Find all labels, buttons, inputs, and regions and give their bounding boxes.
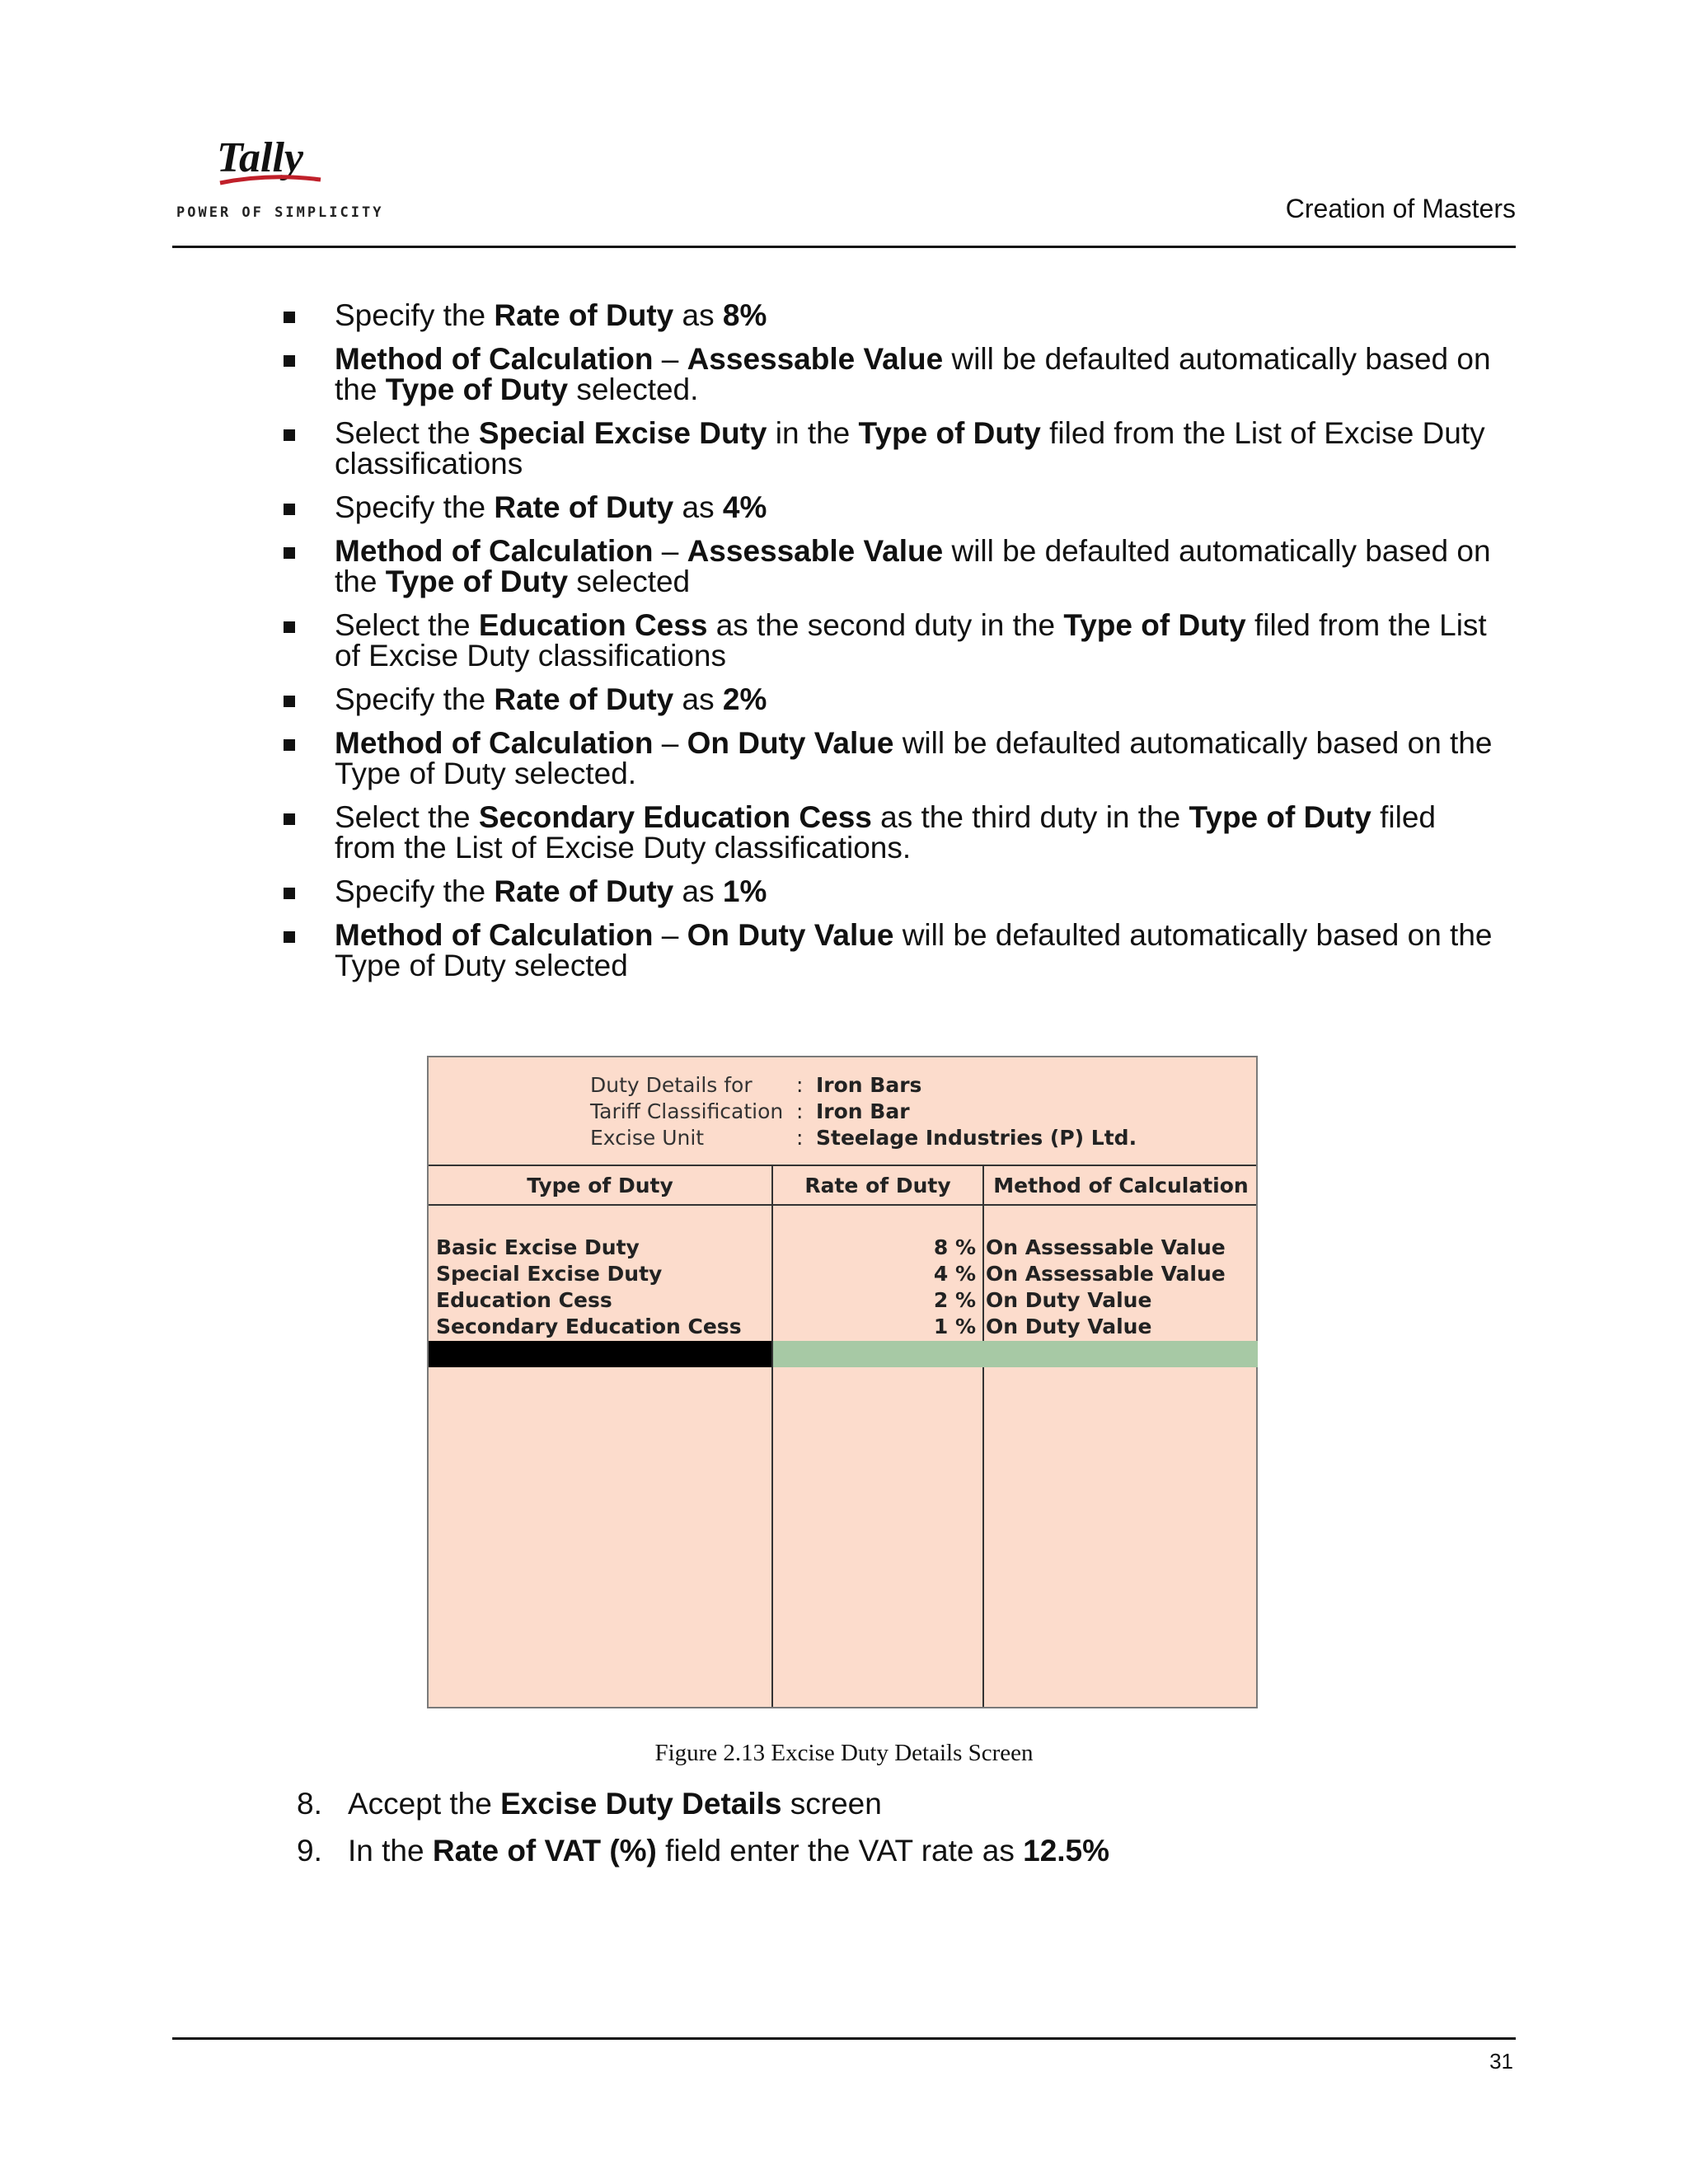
bold-text: Method of Calculation xyxy=(335,918,654,952)
text: as xyxy=(673,682,723,716)
step-item xyxy=(297,1788,1109,1819)
text: as xyxy=(673,874,723,908)
footer-divider xyxy=(172,2037,1516,2040)
type-of-duty-input-cursor[interactable] xyxy=(429,1341,771,1367)
text: will be defaulted automatically based on the xyxy=(335,342,1491,406)
duty-method-cell: On Duty Value xyxy=(986,1288,1152,1312)
duty-method-cell: On Duty Value xyxy=(986,1315,1152,1338)
info-row xyxy=(590,1125,1137,1151)
info-label: Tariff Classification xyxy=(590,1099,784,1123)
figure-caption: Figure 2.13 Excise Duty Details Screen xyxy=(654,1740,1034,1766)
bold-text: Method of Calculation xyxy=(335,342,654,376)
bold-text: 4% xyxy=(722,490,767,524)
divider xyxy=(429,1165,1256,1166)
duty-rate-cell: 8 % xyxy=(933,1235,976,1259)
bullet-item xyxy=(277,876,1497,907)
bold-text: On Duty Value xyxy=(687,726,894,760)
bold-text: Rate of Duty xyxy=(494,298,674,332)
text: Select the xyxy=(335,608,479,642)
bullet-item xyxy=(277,300,1497,330)
duty-details-info xyxy=(590,1072,1137,1151)
bold-text: 12.5% xyxy=(1023,1834,1110,1868)
text: as xyxy=(673,490,723,524)
bold-text: Assessable Value xyxy=(687,534,944,568)
duty-rate-cell: 4 % xyxy=(933,1262,976,1286)
text: will be defaulted automatically based on the Type of Duty selected. xyxy=(335,726,1493,790)
colon-separator: : xyxy=(796,1099,804,1123)
duty-row[interactable] xyxy=(429,1315,1256,1341)
text: – xyxy=(653,726,687,760)
bold-text: Rate of VAT (%) xyxy=(432,1834,657,1868)
duty-method-cell: On Assessable Value xyxy=(986,1235,1226,1259)
info-label: Duty Details for xyxy=(590,1073,753,1097)
text: as the second duty in the xyxy=(707,608,1064,642)
text: in the xyxy=(767,416,859,450)
text: Select the xyxy=(335,416,479,450)
bold-text: Type of Duty xyxy=(858,416,1041,450)
numbered-steps xyxy=(297,1788,1109,1882)
text: will be defaulted automatically based on the xyxy=(335,534,1491,598)
bold-text: Type of Duty xyxy=(385,565,569,598)
step-number: 9. xyxy=(297,1834,322,1868)
duty-type-cell: Secondary Education Cess xyxy=(436,1315,742,1338)
info-label: Excise Unit xyxy=(590,1126,705,1150)
duty-method-cell: On Assessable Value xyxy=(986,1262,1226,1286)
step-number: 8. xyxy=(297,1787,322,1821)
page-header xyxy=(172,132,1516,248)
bold-text: Type of Duty xyxy=(385,373,569,406)
bullet-item xyxy=(277,418,1497,479)
logo-tagline: POWER OF SIMPLICITY xyxy=(176,204,384,221)
bold-text: Rate of Duty xyxy=(494,490,674,524)
text: filed from the List of Excise Duty classifications. xyxy=(335,800,1436,865)
bold-text: Method of Calculation xyxy=(335,534,654,568)
text: selected xyxy=(568,565,691,598)
text: filed from the List of Excise Duty classifications xyxy=(335,608,1487,673)
bold-text: Type of Duty xyxy=(1189,800,1372,834)
instruction-list xyxy=(277,300,1497,994)
text: Select the xyxy=(335,800,479,834)
bold-text: 1% xyxy=(722,874,767,908)
bullet-item xyxy=(277,492,1497,523)
bold-text: Education Cess xyxy=(478,608,708,642)
bullet-item xyxy=(277,684,1497,715)
page-number: 31 xyxy=(1489,2049,1513,2074)
duty-row[interactable] xyxy=(429,1288,1256,1315)
text: – xyxy=(653,534,687,568)
duty-rate-cell: 2 % xyxy=(933,1288,976,1312)
text: Specify the xyxy=(335,874,495,908)
text: – xyxy=(653,342,687,376)
column-header-rate: Rate of Duty xyxy=(804,1174,951,1197)
duty-rate-cell: 1 % xyxy=(933,1315,976,1338)
logo-text: Tally xyxy=(217,134,303,181)
bold-text: Type of Duty xyxy=(1063,608,1246,642)
info-row xyxy=(590,1072,1137,1099)
tally-logo-mark xyxy=(212,132,327,198)
section-title: Creation of Masters xyxy=(1285,194,1516,223)
text: – xyxy=(653,918,687,952)
bold-text: Rate of Duty xyxy=(494,682,674,716)
text: Specify the xyxy=(335,682,495,716)
duty-row[interactable] xyxy=(429,1235,1256,1262)
bullet-item xyxy=(277,344,1497,405)
step-item xyxy=(297,1835,1109,1866)
bold-text: Excise Duty Details xyxy=(500,1787,782,1821)
bold-text: Assessable Value xyxy=(687,342,944,376)
duty-type-cell: Education Cess xyxy=(436,1288,612,1312)
tally-logo xyxy=(172,132,387,231)
duty-type-cell: Basic Excise Duty xyxy=(436,1235,640,1259)
text: Specify the xyxy=(335,298,495,332)
bullet-item xyxy=(277,920,1497,981)
info-value: Steelage Industries (P) Ltd. xyxy=(816,1126,1137,1150)
text: will be defaulted automatically based on the Type of Duty selected xyxy=(335,918,1493,982)
bullet-item xyxy=(277,536,1497,597)
text: In the xyxy=(348,1834,433,1868)
text: as xyxy=(673,298,723,332)
excise-duty-details-screen xyxy=(427,1056,1258,1708)
text: filed from the List of Excise Duty classifications xyxy=(335,416,1485,480)
colon-separator: : xyxy=(796,1073,804,1097)
bullet-item xyxy=(277,728,1497,789)
bold-text: Method of Calculation xyxy=(335,726,654,760)
text: Accept the xyxy=(348,1787,501,1821)
info-value: Iron Bars xyxy=(816,1073,922,1097)
bold-text: 8% xyxy=(722,298,767,332)
bold-text: Secondary Education Cess xyxy=(478,800,872,834)
text: Specify the xyxy=(335,490,495,524)
text: field enter the VAT rate as xyxy=(656,1834,1024,1868)
text: as the third duty in the xyxy=(871,800,1189,834)
duty-type-cell: Special Excise Duty xyxy=(436,1262,663,1286)
text: screen xyxy=(781,1787,882,1821)
bullet-item xyxy=(277,610,1497,671)
bold-text: Rate of Duty xyxy=(494,874,674,908)
info-row xyxy=(590,1099,1137,1125)
column-header-type: Type of Duty xyxy=(527,1174,673,1197)
bullet-item xyxy=(277,802,1497,863)
bold-text: On Duty Value xyxy=(687,918,894,952)
new-duty-row-highlight[interactable] xyxy=(773,1341,1258,1367)
info-value: Iron Bar xyxy=(816,1099,910,1123)
colon-separator: : xyxy=(796,1126,804,1150)
bold-text: 2% xyxy=(722,682,767,716)
duty-row[interactable] xyxy=(429,1262,1256,1288)
text: selected. xyxy=(568,373,699,406)
bold-text: Special Excise Duty xyxy=(478,416,767,450)
column-header-method: Method of Calculation xyxy=(993,1174,1249,1197)
divider xyxy=(429,1204,1256,1206)
